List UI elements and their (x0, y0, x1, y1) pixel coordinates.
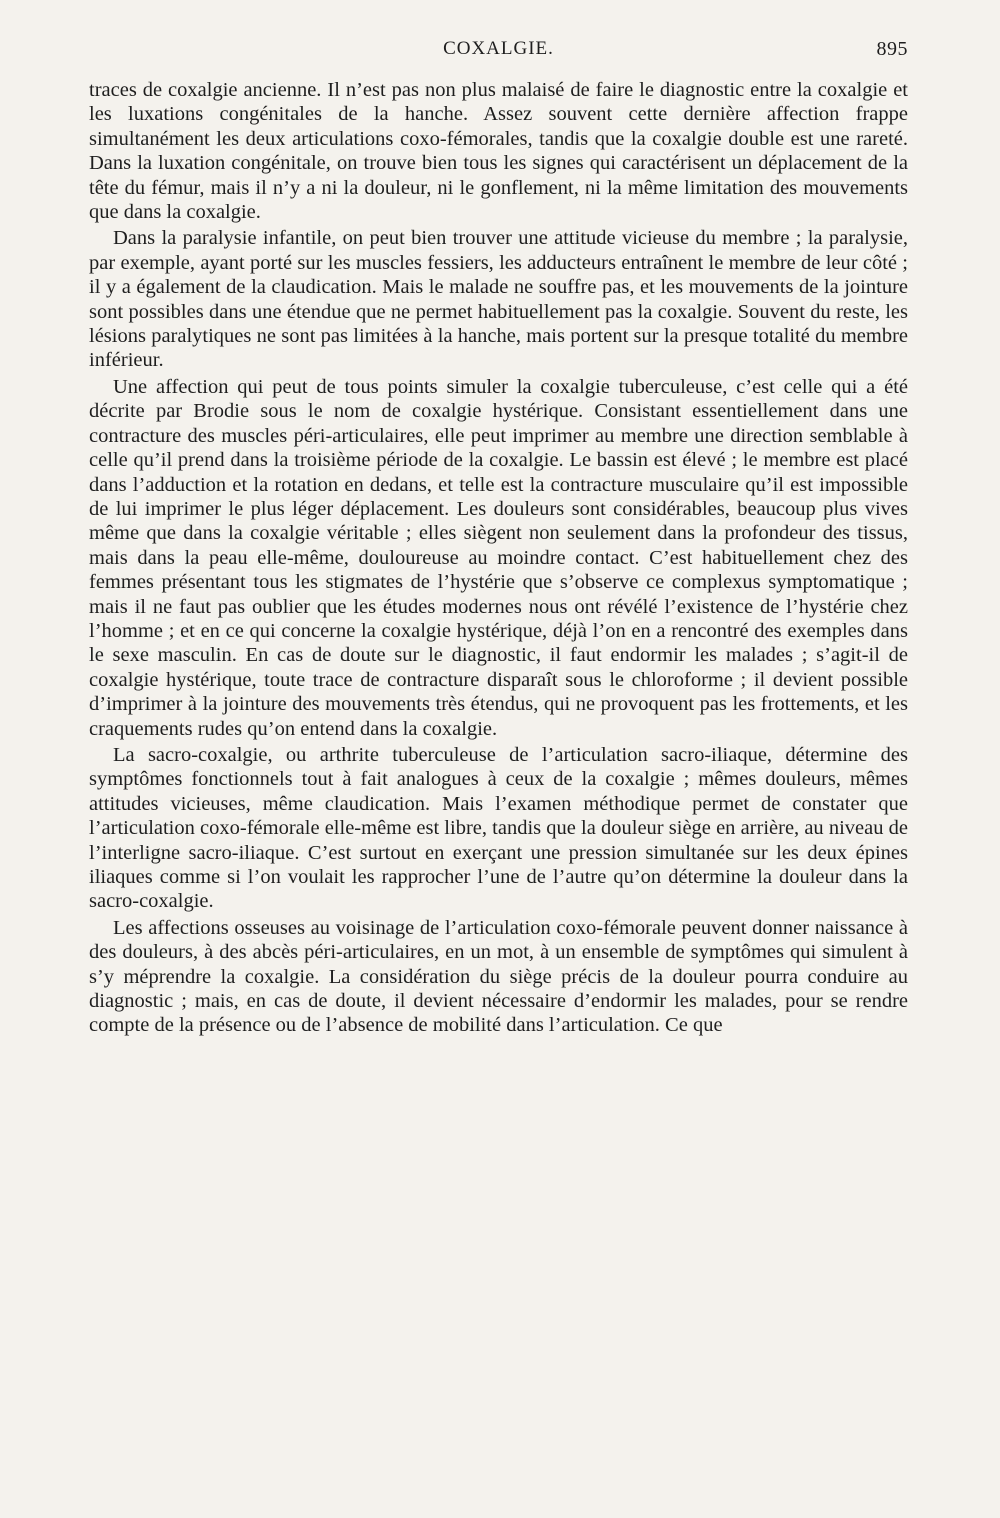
page-number: 895 (876, 38, 908, 60)
body-text (89, 78, 908, 1038)
paragraph-coxalgie-hysterique: Une affection qui peut de tous points simuler la coxalgie tuberculeuse, c’est celle qui a été décrite par Brodie sous le nom de coxalgie hystérique. Consistant essentiellement dans une contracture des muscles péri-articulaires, elle peut imprimer au membre une direction semblable à celle qu’il prend dans la troisième période de la coxalgie. Le bassin est élevé ; le membre est placé dans l’adduction et la rotation en dedans, et telle est la contracture musculaire qu’il est impossible de lui imprimer le plus léger déplacement. Les douleurs sont considérables, beaucoup plus vives même que dans la coxalgie véritable ; elles siègent non seulement dans la profondeur des tissus, mais dans la peau elle-même, douloureuse au moindre contact. C’est habituellement chez des femmes présentant tous les stigmates de l’hystérie que s’observe ce complexus symptomatique ; mais il ne faut pas oublier que les études modernes nous ont révélé l’existence de l’hystérie chez l’homme ; et en ce qui concerne la coxalgie hystérique, déjà l’on en a rencontré des exemples dans le sexe masculin. En cas de doute sur le diagnostic, il faut endormir les malades ; s’agit-il de coxalgie hystérique, toute trace de contracture disparaît sous le chloroforme ; il devient possible d’imprimer à la jointure des mouvements très étendus, qui ne provoquent pas les frottements, et les craquements rudes qu’on entend dans la coxalgie. (89, 375, 908, 740)
paragraph-sacro-coxalgie: La sacro-coxalgie, ou arthrite tuberculeuse de l’articulation sacro-iliaque, détermine des symptômes fonctionnels tout à fait analogues à ceux de la coxalgie ; mêmes douleurs, mêmes attitudes vicieuses, même claudication. Mais l’examen méthodique permet de constater que l’articulation coxo-fémorale elle-même est libre, tandis que la douleur siège en arrière, au niveau de l’interligne sacro-iliaque. C’est surtout en exerçant une pression simultanée sur les deux épines iliaques comme si l’on voulait les rapprocher l’une de l’autre qu’on détermine la douleur dans la sacro-coxalgie. (89, 743, 908, 913)
paragraph-continuation: traces de coxalgie ancienne. Il n’est pas non plus malaisé de faire le diagnostic entre la coxalgie et les luxations congénitales de la hanche. Assez souvent cette dernière affection frappe simultanément les deux articulations coxo-fémorales, tandis que la coxalgie double est une rareté. Dans la luxation congénitale, on trouve bien tous les signes qui caractérisent un déplacement de la tête du fémur, mais il n’y a ni la douleur, ni le gonflement, ni la même limitation des mouvements que dans la coxalgie. (89, 79, 908, 224)
running-title: COXALGIE. (443, 38, 554, 59)
paragraph-affections-osseuses: Les affections osseuses au voisinage de l’articulation coxo-fémorale peuvent donner naissance à des douleurs, à des abcès péri-articulaires, en un mot, à un ensemble de symptômes qui simulent à s’y méprendre la coxalgie. La considération du siège précis de la douleur pourra conduire au diagnostic ; mais, en cas de doute, il devient nécessaire d’endormir les malades, pour se rendre compte de la présence ou de l’absence de mobilité dans l’articulation. Ce que (89, 916, 908, 1037)
running-head (89, 38, 908, 72)
paragraph-paralysie-infantile: Dans la paralysie infantile, on peut bien trouver une attitude vicieuse du membre ; la paralysie, par exemple, ayant porté sur les muscles fessiers, les adducteurs entraînent le membre de leur côté ; il y a également de la claudication. Mais le malade ne souffre pas, et les mouvements de la jointure sont possibles dans une étendue que ne permet habituellement pas la coxalgie. Souvent du reste, les lésions paralytiques ne sont pas limitées à la hanche, mais portent sur la presque totalité du membre inférieur. (89, 227, 908, 372)
